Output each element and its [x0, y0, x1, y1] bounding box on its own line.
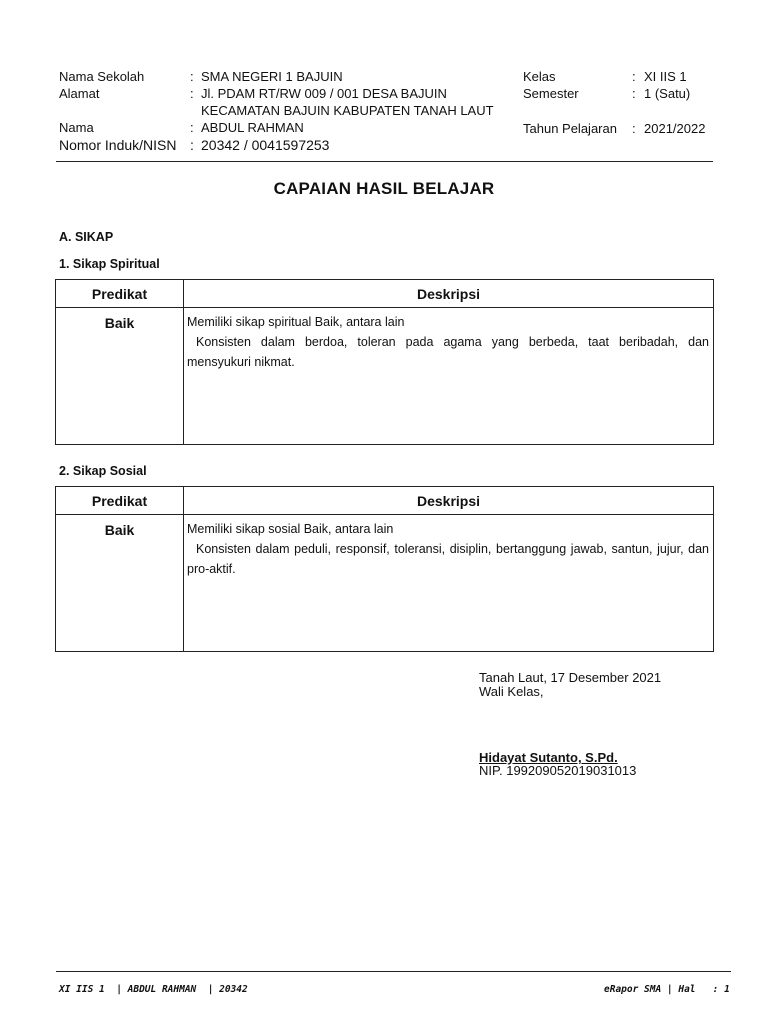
colon: :	[632, 121, 636, 136]
sosial-table	[55, 486, 714, 652]
name-label: Nama	[59, 120, 94, 135]
predikat-column-header: Predikat	[56, 280, 184, 308]
spiritual-description	[184, 308, 714, 445]
address-label: Alamat	[59, 86, 100, 101]
signature-place-date: Tanah Laut, 17 Desember 2021	[479, 670, 662, 685]
signature-role: Wali Kelas,	[479, 684, 544, 699]
signature-name: Hidayat Sutanto, S.Pd.	[479, 750, 618, 765]
section-a-heading: A. SIKAP	[59, 230, 114, 244]
sosial-desc-intro: Memiliki sikap sosial Baik, antara lain	[187, 522, 394, 536]
year-value: 2021/2022	[644, 121, 706, 136]
year-label: Tahun Pelajaran	[523, 121, 617, 136]
footer-right: eRapor SMA | Hal : 1	[604, 984, 730, 995]
address-line1: Jl. PDAM RT/RW 009 / 001 DESA BAJUIN	[201, 86, 447, 101]
spiritual-desc-intro: Memiliki sikap spiritual Baik, antara lain	[187, 315, 405, 329]
nisn-value: 20342 / 0041597253	[201, 137, 330, 153]
colon: :	[190, 120, 194, 135]
spiritual-table	[55, 279, 714, 445]
deskripsi-column-header: Deskripsi	[184, 487, 714, 515]
sosial-description	[184, 515, 714, 652]
spiritual-heading: 1. Sikap Spiritual	[59, 257, 160, 271]
footer-left: XI IIS 1 | ABDUL RAHMAN | 20342	[59, 984, 248, 995]
page-title: CAPAIAN HASIL BELAJAR	[273, 179, 495, 198]
spiritual-desc-body: Konsisten dalam berdoa, toleran pada agama yang berbeda, taat beribadah, dan mensyukuri nikmat.	[187, 335, 709, 369]
class-value: XI IIS 1	[644, 69, 687, 84]
predikat-column-header: Predikat	[56, 487, 184, 515]
footer-divider	[56, 971, 731, 972]
semester-label: Semester	[523, 86, 579, 101]
sosial-predikat: Baik	[56, 515, 184, 652]
school-label: Nama Sekolah	[59, 69, 145, 84]
colon: :	[190, 137, 194, 153]
colon: :	[632, 69, 636, 84]
header-divider	[56, 161, 713, 162]
sosial-desc-body: Konsisten dalam peduli, responsif, toleransi, disiplin, bertanggung jawab, santun, jujur, dan pro-aktif.	[187, 542, 709, 576]
student-name: ABDUL RAHMAN	[201, 120, 304, 135]
signature-nip: NIP. 199209052019031013	[479, 763, 637, 778]
deskripsi-column-header: Deskripsi	[184, 280, 714, 308]
sosial-heading: 2. Sikap Sosial	[59, 464, 147, 478]
nisn-label: Nomor Induk/NISN	[59, 137, 177, 153]
spiritual-predikat: Baik	[56, 308, 184, 445]
semester-value: 1 (Satu)	[644, 86, 691, 101]
class-label: Kelas	[523, 69, 556, 84]
colon: :	[190, 86, 194, 101]
school-value: SMA NEGERI 1 BAJUIN	[201, 69, 343, 84]
colon: :	[190, 69, 194, 84]
address-line2: KECAMATAN BAJUIN KABUPATEN TANAH LAUT	[201, 103, 494, 118]
colon: :	[632, 86, 636, 101]
